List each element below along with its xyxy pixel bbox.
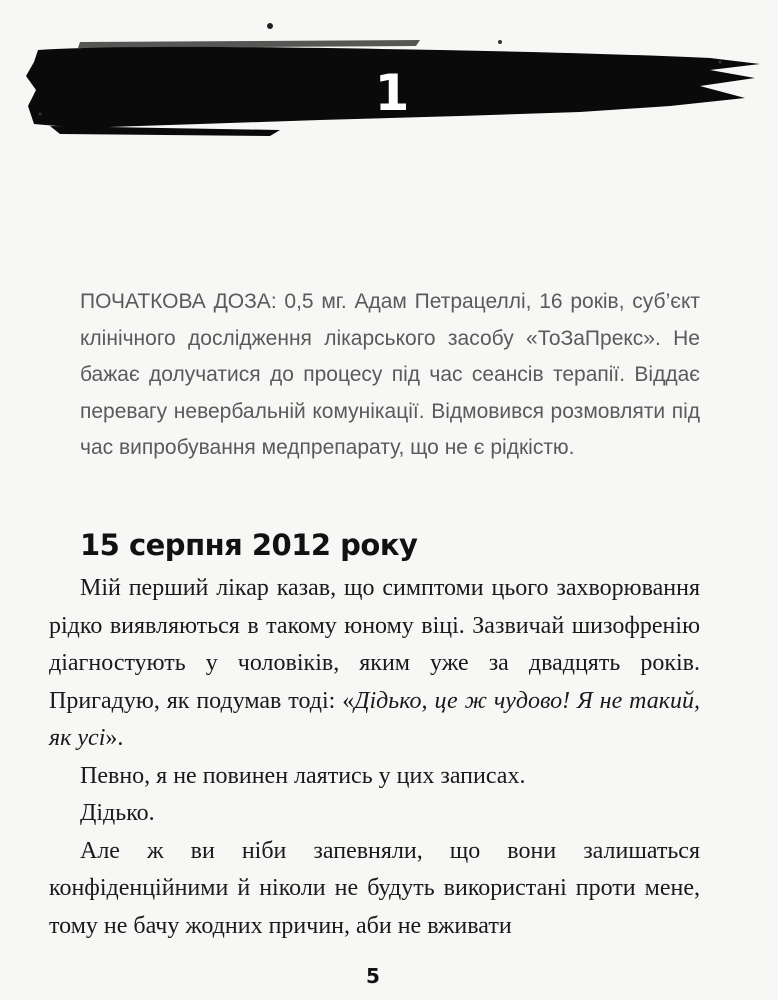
paragraph (49, 570, 700, 758)
case-summary: ПОЧАТКОВА ДОЗА: 0,5 мг. Адам Петрацеллі, 16 років, суб’єкт клінічного дослідження лікарського засобу «ТоЗаПрекс». Не бажає долучатися до процесу під час сеансів терапії. Віддає перевагу невербальній комунікації. Відмовився розмовляти під час випробування медпрепарату, що не є рідкістю. (80, 290, 700, 459)
italic-quote: Дідько, це ж чудово! Я не такий, як усі (49, 687, 700, 751)
paragraph: Певно, я не повинен лаятись у цих записах. (80, 762, 526, 789)
page-number: 5 (366, 964, 380, 988)
paragraph: Дідько. (80, 800, 155, 826)
journal-entry-body (49, 570, 700, 945)
chapter-header (20, 20, 765, 145)
chapter-number: 1 (374, 64, 410, 122)
entry-date-heading: 15 серпня 2012 року (80, 528, 418, 562)
paragraph-text: Мій перший лікар казав, що симптоми цього захворювання рідко виявляються в такому юному віці. Зазвичай шизофренію діагностують у чоловіків, яким уже за двадцять років. Пригадую, як подумав тоді: « (49, 575, 700, 714)
paragraph: Але ж ви ніби запевняли, що вони залишаться конфіденційними й ніколи не будуть використані проти мене, тому не бачу жодних причин, аби не вживати (49, 837, 700, 939)
paragraph-tail: ». (105, 725, 124, 751)
